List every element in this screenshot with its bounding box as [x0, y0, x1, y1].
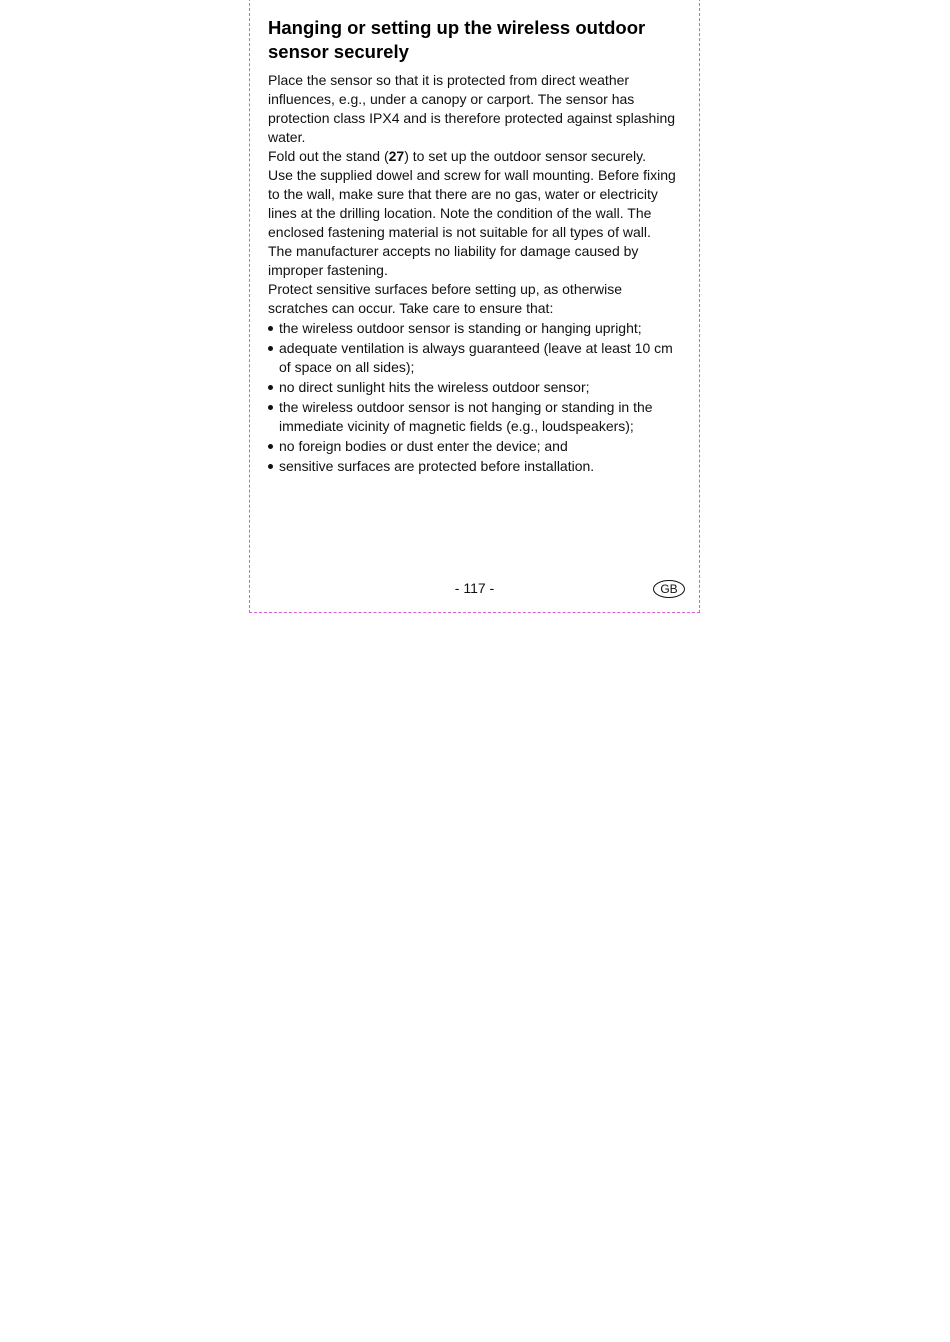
paragraph-stand-before: Fold out the stand (: [268, 148, 389, 164]
list-item-text: the wireless outdoor sensor is standing or hanging upright;: [279, 320, 642, 336]
list-item: [268, 398, 680, 436]
precautions-list: [268, 319, 680, 476]
bullet-icon: [268, 444, 273, 449]
paragraph-weather-protection: Place the sensor so that it is protected from direct weather influences, e.g., under a canopy or carport. The sensor has protection class IPX4 and is therefore protected against splashing water.: [268, 72, 676, 145]
language-badge: GB: [653, 580, 685, 598]
bullet-icon: [268, 326, 273, 331]
bullet-icon: [268, 385, 273, 390]
paragraph-protect-surfaces: Protect sensitive surfaces before setting up, as otherwise scratches can occur. Take care to ensure that:: [268, 281, 623, 316]
list-item-text: no foreign bodies or dust enter the device; and: [279, 438, 568, 454]
list-item-text: sensitive surfaces are protected before installation.: [279, 458, 595, 474]
list-item: [268, 437, 680, 456]
list-item: [268, 339, 680, 377]
paragraph-stand-after: ) to set up the outdoor sensor securely.: [404, 148, 646, 164]
bullet-icon: [268, 346, 273, 351]
list-item-text: adequate ventilation is always guaranteed (leave at least 10 cm of space on all sides);: [279, 340, 673, 375]
page-frame: [249, 0, 700, 613]
list-item: [268, 457, 680, 476]
list-item-text: the wireless outdoor sensor is not hanging or standing in the immediate vicinity of magnetic fields (e.g., loudspeakers);: [279, 399, 653, 434]
list-item: [268, 319, 680, 338]
paragraph-stand: [268, 147, 680, 166]
list-item-text: no direct sunlight hits the wireless outdoor sensor;: [279, 379, 590, 395]
bullet-icon: [268, 405, 273, 410]
list-item: [268, 378, 680, 397]
part-reference-number: 27: [388, 148, 405, 164]
section-heading: Hanging or setting up the wireless outdoor sensor securely: [268, 17, 646, 62]
paragraph-wall-mounting: Use the supplied dowel and screw for wall mounting. Before fixing to the wall, make sure that there are no gas, water or electricity lines at the drilling location. Note the condition of the wall. The enclosed fastening material is not suitable for all types of wall.: [268, 167, 676, 240]
page-content: [268, 16, 680, 477]
bullet-icon: [268, 464, 273, 469]
page-number: - 117 -: [454, 580, 495, 596]
paragraph-liability: The manufacturer accepts no liability for damage caused by improper fastening.: [268, 243, 639, 278]
